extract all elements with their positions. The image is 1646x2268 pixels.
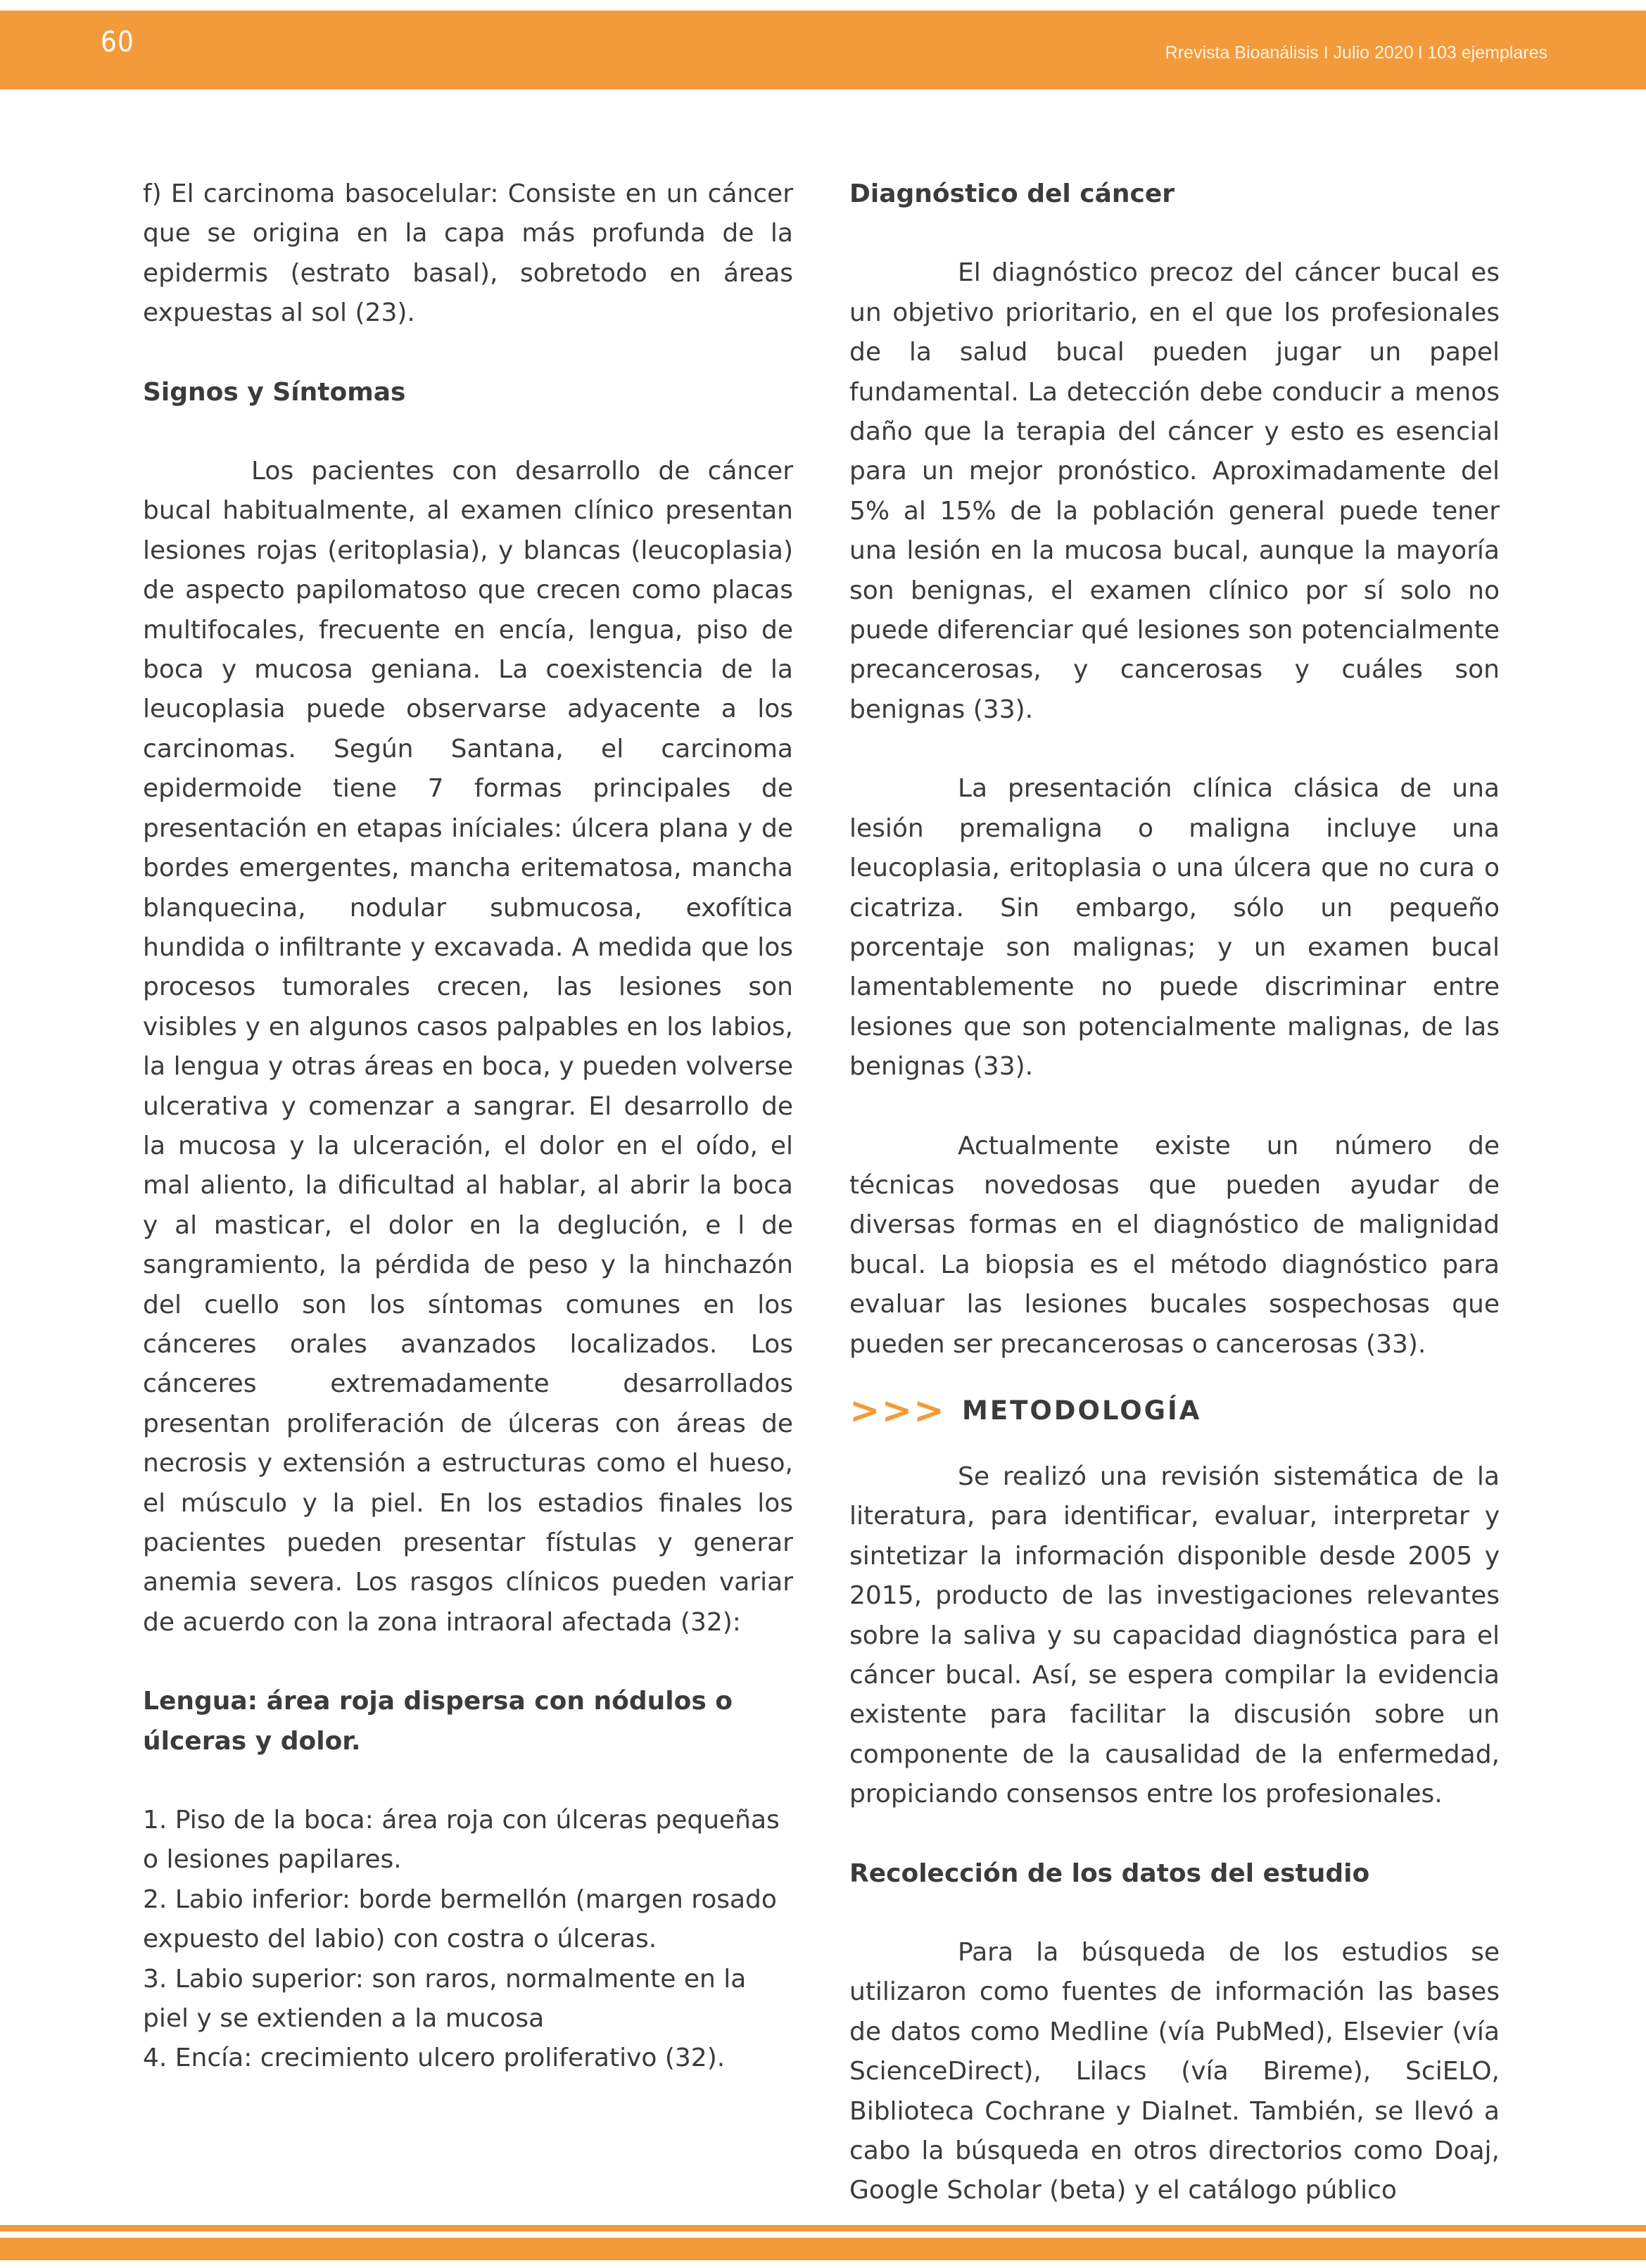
heading-diagnostico: Diagnóstico del cáncer	[849, 179, 1175, 208]
paragraph-basocelular: f) El carcinoma basocelular: Consiste en un cáncer que se origina en la capa más profunda de la epidermis (estrato basal), sobretodo en áreas expuestas al sol (23).	[143, 179, 793, 328]
heading-lengua: Lengua: área roja dispersa con nódulos o úlceras y dolor.	[143, 1687, 733, 1756]
paragraph-metodologia: Se realizó una revisión sistemática de la literatura, para identificar, evaluar, interpretar y sintetizar la información disponible desde 2005 y 2015, producto de las investigaciones relevantes sobre la saliva y su capacidad diagnóstica para el cáncer bucal. Así, se espera compilar la evidencia existente para facilitar la discusión sobre un componente de la causalidad de la enfermedad, propiciando consensos entre los profesionales.	[849, 1462, 1500, 1809]
list-item: 2. Labio inferior: borde bermellón (margen rosado expuesto del labio) con costra o úlceras.	[143, 1884, 777, 1954]
chevrons-icon: >>>	[849, 1389, 946, 1432]
heading-recoleccion: Recolección de los datos del estudio	[849, 1858, 1370, 1888]
footer-rule-thick	[0, 2238, 1646, 2260]
paragraph-diagnostico-precoz: El diagnóstico precoz del cáncer bucal es un objetivo prioritario, en el que los profesionales de la salud bucal pueden jugar un papel fundamental. La detección debe conducir a menos daño que la terapia del cáncer y esto es esencial para un mejor pronóstico. Aproximadamente del 5% al 15% de la población general puede tener una lesión en la mucosa bucal, aunque la mayoría son benignas, el examen clínico por sí solo no puede diferenciar qué lesiones son potencialmente precancerosas, y cancerosas y cuáles son benignas (33).	[849, 258, 1500, 724]
paragraph-presentacion-clinica: La presentación clínica clásica de una lesión premaligna o maligna incluye una leucoplasia, eritoplasia o una úlcera que no cura o cicatriza. Sin embargo, sólo un pequeño porcentaje son malignas; y un examen bucal lamentablemente no puede discriminar entre lesiones que son potencialmente malignas, de las benignas (33).	[849, 774, 1500, 1082]
symptom-list	[143, 1801, 793, 2079]
page-number: 60	[101, 26, 134, 58]
list-item: 1. Piso de la boca: área roja con úlceras pequeñas o lesiones papilares.	[143, 1806, 780, 1875]
section-heading-metodologia	[849, 1390, 1500, 1432]
heading-signos-sintomas: Signos y Síntomas	[143, 377, 406, 407]
page-header-bar	[0, 11, 1646, 89]
list-item: 3. Labio superior: son raros, normalmente en la piel y se extienden a la mucosa	[143, 1964, 747, 2034]
left-column	[143, 175, 793, 2079]
paragraph-tecnicas: Actualmente existe un número de técnicas novedosas que pueden ayudar de diversas formas en el diagnóstico de malignidad bucal. La biopsia es el método diagnóstico para evaluar las lesiones bucales sospechosas que pueden ser precancerosas o cancerosas (33).	[849, 1131, 1500, 1359]
footer-rule-thin	[0, 2225, 1646, 2231]
paragraph-signos: Los pacientes con desarrollo de cáncer bucal habitualmente, al examen clínico presentan lesiones rojas (eritoplasia), y blancas (leucoplasia) de aspecto papilomatoso que crecen como placas multifocales, frecuente en encía, lengua, piso de boca y mucosa geniana. La coexistencia de la leucoplasia puede observarse adyacente a los carcinomas. Según Santana, el carcinoma epidermoide tiene 7 formas principales de presentación en etapas iníciales: úlcera plana y de bordes emergentes, mancha eritematosa, mancha blanquecina, nodular submucosa, exofítica hundida o infiltrante y excavada. A medida que los procesos tumorales crecen, las lesiones son visibles y en algunos casos palpables en los labios, la lengua y otras áreas en boca, y pueden volverse ulcerativa y comenzar a sangrar. El desarrollo de la mucosa y la ulceración, el dolor en el oído, el mal aliento, la dificultad al hablar, al abrir la boca y al masticar, el dolor en la deglución, e l de sangramiento, la pérdida de peso y la hinchazón del cuello son los síntomas comunes en los cánceres orales avanzados localizados. Los cánceres extremadamente desarrollados presentan proliferación de úlceras con áreas de necrosis y extensión a estructuras como el hueso, el músculo y la piel. En los estadios finales los pacientes pueden presentar fístulas y generar anemia severa. Los rasgos clínicos pueden variar de acuerdo con la zona intraoral afectada (32):	[143, 457, 793, 1637]
section-title: METODOLOGÍA	[962, 1395, 1202, 1426]
paragraph-busqueda: Para la búsqueda de los estudios se utilizaron como fuentes de información las bases de datos como Medline (vía PubMed), Elsevier (vía ScienceDirect), Lilacs (vía Bireme), SciELO, Biblioteca Cochrane y Dialnet. También, se llevó a cabo la búsqueda en otros directorios como Doaj, Google Scholar (beta) y el catálogo público	[849, 1938, 1500, 2205]
running-head: Rrevista Bioanálisis I Julio 2020 l 103 ejemplares	[1165, 43, 1547, 63]
right-column	[849, 175, 1500, 2211]
list-item: 4. Encía: crecimiento ulcero proliferativo (32).	[143, 2044, 726, 2073]
